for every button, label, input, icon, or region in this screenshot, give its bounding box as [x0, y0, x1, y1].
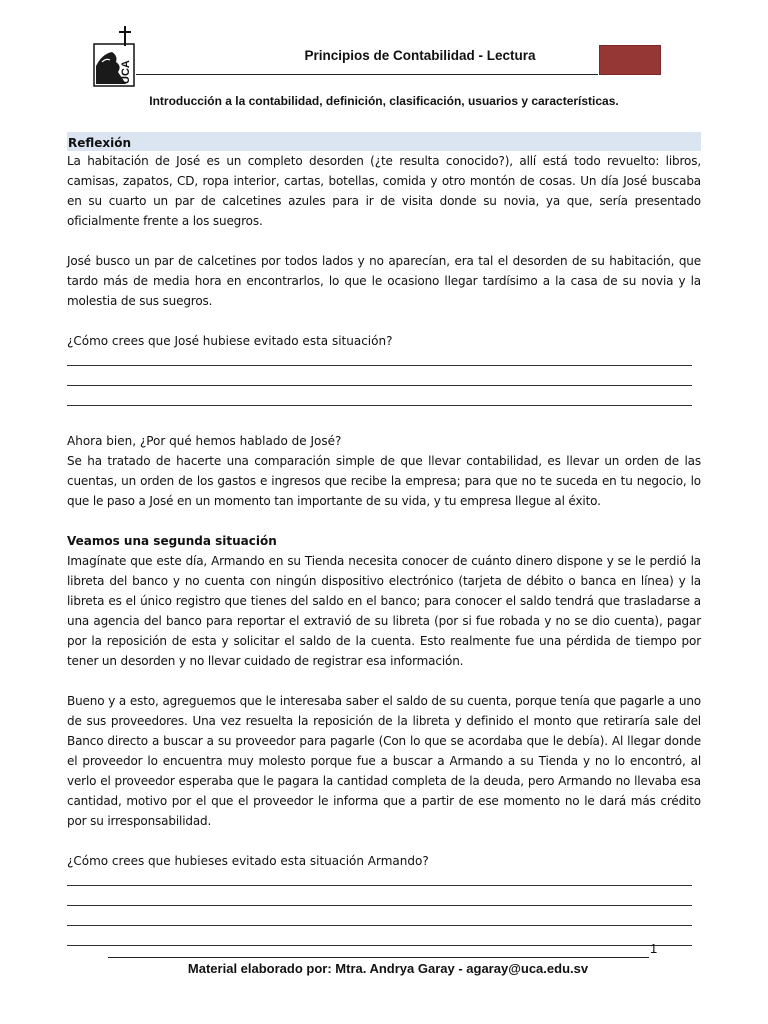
- heading-2: Ahora bien, ¿Por qué hemos hablado de José?: [67, 434, 342, 448]
- footer-credit: Material elaborado por: Mtra. Andrya Garay - agaray@uca.edu.sv: [187, 961, 589, 976]
- section-label: Reflexión: [68, 136, 132, 150]
- uca-logo: [92, 26, 138, 88]
- answer-line[interactable]: [67, 911, 701, 931]
- document-body: [67, 132, 701, 951]
- paragraph-2: José busco un par de calcetines por todos lados y no aparecían, era tal el desorden de su habitación, que tardo más de media hora en encontrarlos, lo que le ocasiono llegar tardísimo a la casa de su novia y la molestia de sus suegros.: [67, 254, 701, 308]
- paragraph-4: Imagínate que este día, Armando en su Tienda necesita conocer de cuánto dinero dispone y se le perdió la libreta del banco y no cuenta con ningún dispositivo electrónico (tarjeta de débito o banca en línea) y la libreta es el único registro que tienes del saldo en el banco; para conocer el saldo tendrá que trasladarse a una agencia del banco para reportar el extravió de su libreta (por si fue robada y no se dio cuenta), pagar por la reposición de esta y solicitar el saldo de la cuenta. Esto realmente fue una pérdida de tiempo por tener un desorden y no llevar cuidado de registrar esa información.: [67, 554, 701, 668]
- paragraph-5: Bueno y a esto, agreguemos que le interesaba saber el saldo de su cuenta, porque tenía que pagarle a uno de sus proveedores. Una vez resuelta la reposición de la libreta y definido el monto que retiraría sale del Banco directo a buscar a su proveedor para pagarle (Con lo que se acordaba que le debía). Al llegar donde el proveedor lo encuentra muy molesto porque fue a buscar a Armando a su Tienda y no lo encontró, al verlo el proveedor esperaba que le pagara la cantidad completa de la deuda, pero Armando no llevaba esa cantidad, motivo por el que el proveedor le informa que a partir de ese momento no le dará más crédito por su irresponsabilidad.: [67, 694, 701, 828]
- answer-line[interactable]: [67, 891, 701, 911]
- paragraph-3: Se ha tratado de hacerte una comparación simple de que llevar contabilidad, es llevar un orden de las cuentas, un orden de los gastos e ingresos que recibe la empresa; para que no te suceda en tu negocio, lo que le paso a José en un momento tan importante de su vida, y tu empresa llegue al éxito.: [67, 454, 701, 508]
- question-2: ¿Cómo crees que hubieses evitado esta situación Armando?: [67, 854, 429, 868]
- answer-line[interactable]: [67, 371, 701, 391]
- answer-line[interactable]: [67, 931, 701, 951]
- answer-lines-1: [67, 351, 701, 411]
- document-title: Principios de Contabilidad - Lectura: [304, 48, 536, 63]
- answer-line[interactable]: [67, 351, 701, 371]
- question-1: ¿Cómo crees que José hubiese evitado esta situación?: [67, 334, 393, 348]
- answer-lines-2: [67, 871, 701, 951]
- section-header: [67, 132, 701, 151]
- paragraph-1: La habitación de José es un completo desorden (¿te resulta conocido?), allí está todo revuelto: libros, camisas, zapatos, CD, ropa interior, cartas, botellas, comida y otro montón de cosas. Un día José buscaba en su cuarto un par de calcetines azules para ir de visita donde su novia, ya que, sería presentado oficialmente frente a los suegros.: [67, 154, 701, 228]
- footer-rule: [108, 957, 649, 958]
- document-subtitle: Introducción a la contabilidad, definición, clasificación, usuarios y características.: [149, 94, 619, 108]
- header-accent-box: [599, 45, 661, 75]
- heading-3: Veamos una segunda situación: [67, 534, 277, 548]
- answer-line[interactable]: [67, 391, 701, 411]
- svg-text:UCA: UCA: [120, 60, 132, 84]
- answer-line[interactable]: [67, 871, 701, 891]
- header-rule: [136, 74, 598, 75]
- page-number: 1: [650, 941, 658, 956]
